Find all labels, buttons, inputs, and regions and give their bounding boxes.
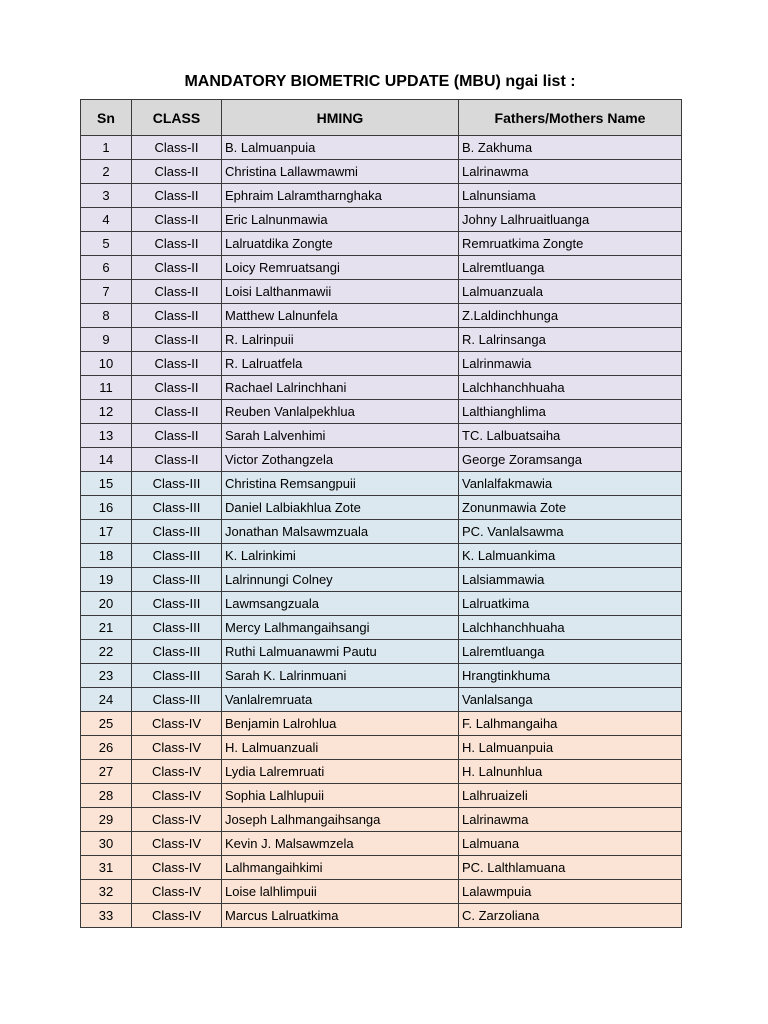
cell-parent: Lalnunsiama: [459, 184, 682, 208]
cell-hming: Sarah K. Lalrinmuani: [222, 664, 459, 688]
cell-class: Class-II: [132, 136, 222, 160]
cell-hming: Sarah Lalvenhimi: [222, 424, 459, 448]
cell-class: Class-III: [132, 568, 222, 592]
cell-parent: C. Zarzoliana: [459, 904, 682, 928]
cell-sn: 18: [81, 544, 132, 568]
column-header-hming: HMING: [222, 100, 459, 136]
cell-parent: K. Lalmuankima: [459, 544, 682, 568]
cell-class: Class-II: [132, 400, 222, 424]
cell-parent: Lalremtluanga: [459, 256, 682, 280]
table-row: [81, 136, 682, 160]
cell-hming: Sophia Lalhlupuii: [222, 784, 459, 808]
table-row: [81, 808, 682, 832]
table-row: [81, 304, 682, 328]
table-row: [81, 400, 682, 424]
cell-class: Class-IV: [132, 784, 222, 808]
cell-sn: 27: [81, 760, 132, 784]
table-row: [81, 448, 682, 472]
cell-parent: R. Lalrinsanga: [459, 328, 682, 352]
cell-sn: 6: [81, 256, 132, 280]
cell-parent: Lalremtluanga: [459, 640, 682, 664]
cell-sn: 26: [81, 736, 132, 760]
cell-sn: 32: [81, 880, 132, 904]
cell-sn: 30: [81, 832, 132, 856]
cell-class: Class-III: [132, 472, 222, 496]
cell-class: Class-III: [132, 544, 222, 568]
cell-hming: Reuben Vanlalpekhlua: [222, 400, 459, 424]
cell-parent: F. Lalhmangaiha: [459, 712, 682, 736]
table-row: [81, 520, 682, 544]
cell-hming: Marcus Lalruatkima: [222, 904, 459, 928]
cell-sn: 33: [81, 904, 132, 928]
table-row: [81, 760, 682, 784]
cell-class: Class-IV: [132, 832, 222, 856]
cell-sn: 24: [81, 688, 132, 712]
cell-class: Class-III: [132, 496, 222, 520]
cell-class: Class-II: [132, 352, 222, 376]
cell-class: Class-II: [132, 256, 222, 280]
cell-hming: Loisi Lalthanmawii: [222, 280, 459, 304]
cell-hming: Lalhmangaihkimi: [222, 856, 459, 880]
cell-parent: H. Lalnunhlua: [459, 760, 682, 784]
table-row: [81, 856, 682, 880]
table-row: [81, 352, 682, 376]
cell-hming: Ruthi Lalmuanawmi Pautu: [222, 640, 459, 664]
cell-class: Class-II: [132, 280, 222, 304]
table-header-row: [81, 100, 682, 136]
cell-sn: 29: [81, 808, 132, 832]
cell-sn: 7: [81, 280, 132, 304]
cell-class: Class-IV: [132, 736, 222, 760]
cell-class: Class-II: [132, 448, 222, 472]
cell-parent: Vanlalsanga: [459, 688, 682, 712]
cell-class: Class-III: [132, 520, 222, 544]
table-row: [81, 712, 682, 736]
cell-sn: 25: [81, 712, 132, 736]
cell-parent: Zonunmawia Zote: [459, 496, 682, 520]
cell-sn: 10: [81, 352, 132, 376]
cell-parent: PC. Lalthlamuana: [459, 856, 682, 880]
cell-parent: Lalmuana: [459, 832, 682, 856]
mbu-list-table: [80, 99, 682, 928]
table-row: [81, 160, 682, 184]
cell-sn: 14: [81, 448, 132, 472]
cell-sn: 4: [81, 208, 132, 232]
cell-parent: Hrangtinkhuma: [459, 664, 682, 688]
cell-sn: 3: [81, 184, 132, 208]
cell-hming: Lawmsangzuala: [222, 592, 459, 616]
cell-hming: Rachael Lalrinchhani: [222, 376, 459, 400]
table-row: [81, 592, 682, 616]
table-row: [81, 184, 682, 208]
cell-class: Class-III: [132, 616, 222, 640]
cell-class: Class-IV: [132, 856, 222, 880]
table-row: [81, 472, 682, 496]
cell-hming: Loicy Remruatsangi: [222, 256, 459, 280]
cell-class: Class-II: [132, 424, 222, 448]
cell-parent: Lalthianghlima: [459, 400, 682, 424]
table-row: [81, 832, 682, 856]
table-row: [81, 616, 682, 640]
cell-class: Class-IV: [132, 712, 222, 736]
cell-sn: 1: [81, 136, 132, 160]
table-row: [81, 256, 682, 280]
cell-sn: 12: [81, 400, 132, 424]
cell-sn: 16: [81, 496, 132, 520]
cell-hming: Eric Lalnunmawia: [222, 208, 459, 232]
cell-sn: 9: [81, 328, 132, 352]
cell-parent: Vanlalfakmawia: [459, 472, 682, 496]
cell-hming: Victor Zothangzela: [222, 448, 459, 472]
cell-sn: 20: [81, 592, 132, 616]
cell-class: Class-IV: [132, 880, 222, 904]
cell-hming: R. Lalruatfela: [222, 352, 459, 376]
cell-parent: Lalchhanchhuaha: [459, 616, 682, 640]
table-row: [81, 424, 682, 448]
cell-parent: Lalrinawma: [459, 160, 682, 184]
cell-parent: Lalchhanchhuaha: [459, 376, 682, 400]
cell-sn: 19: [81, 568, 132, 592]
cell-parent: Remruatkima Zongte: [459, 232, 682, 256]
cell-sn: 21: [81, 616, 132, 640]
cell-hming: Ephraim Lalramtharnghaka: [222, 184, 459, 208]
cell-parent: Lalmuanzuala: [459, 280, 682, 304]
table-row: [81, 904, 682, 928]
cell-class: Class-III: [132, 688, 222, 712]
table-row: [81, 544, 682, 568]
table-row: [81, 280, 682, 304]
table-body: [81, 136, 682, 928]
cell-class: Class-II: [132, 376, 222, 400]
cell-parent: Lalsiammawia: [459, 568, 682, 592]
cell-class: Class-III: [132, 640, 222, 664]
cell-parent: Z.Laldinchhunga: [459, 304, 682, 328]
table-row: [81, 376, 682, 400]
cell-parent: Lalawmpuia: [459, 880, 682, 904]
table-row: [81, 880, 682, 904]
column-header-sn: Sn: [81, 100, 132, 136]
table-row: [81, 496, 682, 520]
cell-class: Class-III: [132, 592, 222, 616]
cell-sn: 2: [81, 160, 132, 184]
cell-parent: H. Lalmuanpuia: [459, 736, 682, 760]
cell-parent: TC. Lalbuatsaiha: [459, 424, 682, 448]
cell-hming: Lalrinnungi Colney: [222, 568, 459, 592]
cell-class: Class-II: [132, 160, 222, 184]
cell-class: Class-II: [132, 328, 222, 352]
page-title: MANDATORY BIOMETRIC UPDATE (MBU) ngai list :: [184, 73, 576, 90]
cell-hming: K. Lalrinkimi: [222, 544, 459, 568]
column-header-parent: Fathers/Mothers Name: [459, 100, 682, 136]
cell-hming: Mercy Lalhmangaihsangi: [222, 616, 459, 640]
cell-class: Class-II: [132, 232, 222, 256]
cell-sn: 15: [81, 472, 132, 496]
cell-sn: 8: [81, 304, 132, 328]
table-row: [81, 328, 682, 352]
cell-parent: Lalruatkima: [459, 592, 682, 616]
table-row: [81, 784, 682, 808]
cell-hming: H. Lalmuanzuali: [222, 736, 459, 760]
table-row: [81, 688, 682, 712]
cell-parent: Lalrinawma: [459, 808, 682, 832]
table-row: [81, 664, 682, 688]
cell-parent: B. Zakhuma: [459, 136, 682, 160]
cell-hming: R. Lalrinpuii: [222, 328, 459, 352]
cell-hming: Lalruatdika Zongte: [222, 232, 459, 256]
cell-sn: 17: [81, 520, 132, 544]
cell-class: Class-II: [132, 208, 222, 232]
cell-class: Class-IV: [132, 808, 222, 832]
cell-parent: PC. Vanlalsawma: [459, 520, 682, 544]
cell-hming: Jonathan Malsawmzuala: [222, 520, 459, 544]
cell-sn: 11: [81, 376, 132, 400]
cell-sn: 13: [81, 424, 132, 448]
table-row: [81, 640, 682, 664]
cell-hming: Kevin J. Malsawmzela: [222, 832, 459, 856]
cell-sn: 5: [81, 232, 132, 256]
cell-hming: Vanlalremruata: [222, 688, 459, 712]
cell-hming: Christina Remsangpuii: [222, 472, 459, 496]
cell-hming: Matthew Lalnunfela: [222, 304, 459, 328]
cell-class: Class-II: [132, 304, 222, 328]
cell-parent: Lalrinmawia: [459, 352, 682, 376]
table-row: [81, 568, 682, 592]
cell-hming: Loise lalhlimpuii: [222, 880, 459, 904]
cell-hming: B. Lalmuanpuia: [222, 136, 459, 160]
cell-hming: Daniel Lalbiakhlua Zote: [222, 496, 459, 520]
cell-sn: 22: [81, 640, 132, 664]
cell-parent: George Zoramsanga: [459, 448, 682, 472]
cell-class: Class-II: [132, 184, 222, 208]
cell-class: Class-IV: [132, 760, 222, 784]
cell-hming: Christina Lallawmawmi: [222, 160, 459, 184]
table-row: [81, 736, 682, 760]
cell-class: Class-III: [132, 664, 222, 688]
cell-hming: Lydia Lalremruati: [222, 760, 459, 784]
table-row: [81, 208, 682, 232]
cell-hming: Joseph Lalhmangaihsanga: [222, 808, 459, 832]
column-header-class: CLASS: [132, 100, 222, 136]
cell-hming: Benjamin Lalrohlua: [222, 712, 459, 736]
cell-sn: 23: [81, 664, 132, 688]
cell-sn: 28: [81, 784, 132, 808]
cell-parent: Johny Lalhruaitluanga: [459, 208, 682, 232]
cell-class: Class-IV: [132, 904, 222, 928]
cell-parent: Lalhruaizeli: [459, 784, 682, 808]
cell-sn: 31: [81, 856, 132, 880]
table-row: [81, 232, 682, 256]
